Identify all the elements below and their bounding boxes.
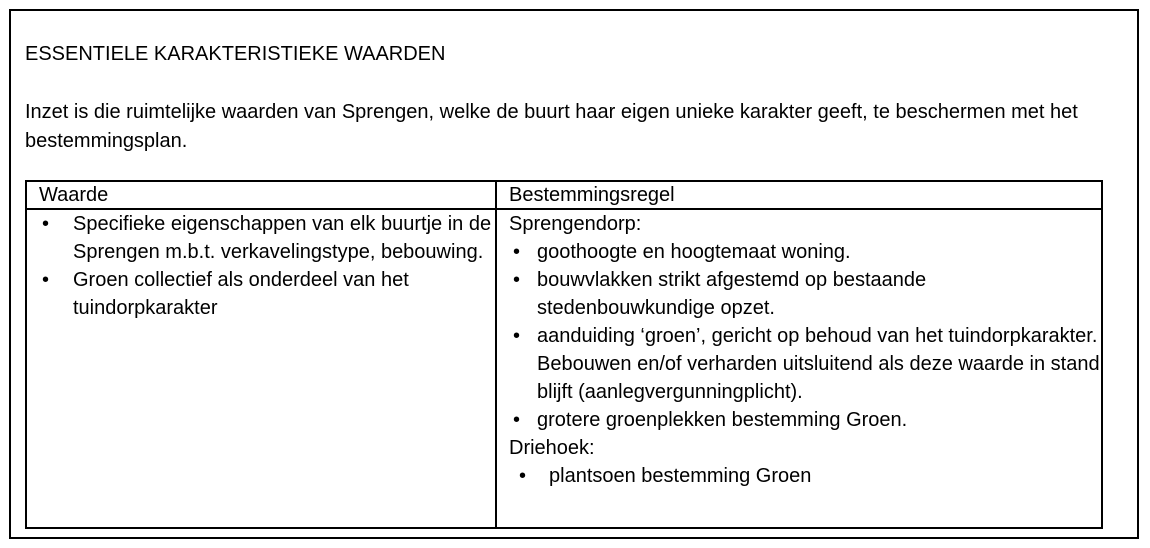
section-heading: ESSENTIELE KARAKTERISTIEKE WAARDEN: [25, 43, 446, 65]
driehoek-list: [509, 462, 1101, 490]
waarde-cell: [26, 209, 496, 528]
list-item: • bouwvlakken strikt afgestemd op bestaande stedenbouwkundige opzet.: [509, 266, 1101, 322]
values-table: [25, 180, 1103, 529]
sprengendorp-label: Sprengendorp:: [509, 213, 642, 235]
list-item: • Groen collectief als onderdeel van het tuindorpkarakter: [39, 266, 495, 322]
table-row: [26, 209, 1102, 528]
sprengendorp-list: [509, 238, 1101, 434]
list-item: • grotere groenplekken bestemming Groen.: [509, 406, 1101, 434]
list-item: • plantsoen bestemming Groen: [509, 462, 1101, 490]
column-header-bestemmingsregel: Bestemmingsregel: [496, 181, 1102, 209]
list-item: • aanduiding ‘groen’, gericht op behoud van het tuindorpkarakter. Bebouwen en/of verharden uitsluitend als deze waarde in stand blijft (aanlegvergunningplicht).: [509, 322, 1101, 406]
list-item: • Specifieke eigenschappen van elk buurtje in de Sprengen m.b.t. verkavelingstype, bebouwing.: [39, 210, 495, 266]
bestemmingsregel-cell: [496, 209, 1102, 528]
column-header-waarde: Waarde: [26, 181, 496, 209]
document-frame: [9, 9, 1139, 539]
waarde-list: [39, 210, 495, 322]
list-item: • goothoogte en hoogtemaat woning.: [509, 238, 1101, 266]
driehoek-label: Driehoek:: [509, 437, 595, 459]
intro-paragraph: Inzet is die ruimtelijke waarden van Sprengen, welke de buurt haar eigen unieke karakter geeft, te beschermen met het bestemmingsplan.: [25, 101, 1078, 152]
table-header-row: [26, 181, 1102, 209]
